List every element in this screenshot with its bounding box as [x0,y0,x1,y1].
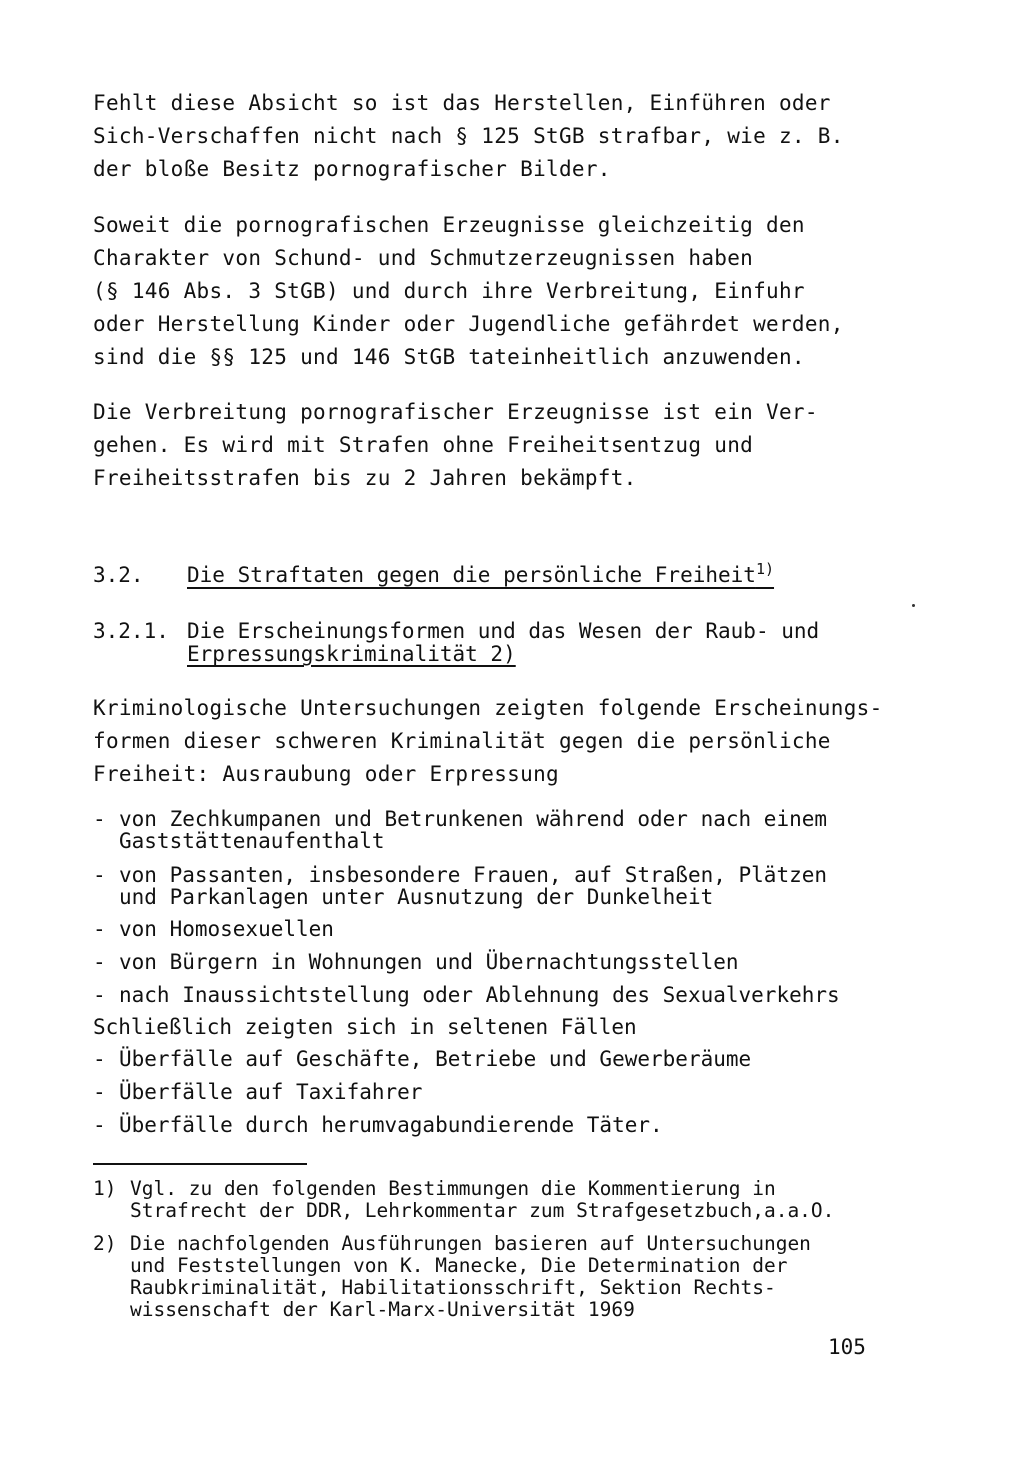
text-line: Sich-Verschaffen nicht nach § 125 StGB strafbar, wie z. B. [93,124,844,148]
paragraph-3 [93,396,933,495]
footnote-text: Vgl. zu den folgenden Bestimmungen die Kommentierung in [130,1177,776,1200]
list-dash: - [93,950,106,974]
list-item-text: von Passanten, insbesondere Frauen, auf Straßen, Plätzen [119,863,828,887]
footnote-text: und Feststellungen von K. Manecke, Die Determination der [130,1254,788,1277]
print-speck [912,604,915,607]
list-item-text: Gaststättenaufenthalt [119,829,385,853]
paragraph-2 [93,209,933,374]
list-item-text: Überfälle auf Geschäfte, Betriebe und Gewerberäume [119,1047,752,1071]
list-item-text: Überfälle auf Taxifahrer [119,1080,423,1104]
list-dash: - [93,807,106,831]
footnote-2 [93,1233,811,1321]
text-line: Freiheit: Ausraubung oder Erpressung [93,762,559,786]
text-line: Freiheitsstrafen bis zu 2 Jahren bekämpft. [93,466,637,490]
text-line: Fehlt diese Absicht so ist das Herstellen, Einführen oder [93,91,831,115]
footnote-mark: 1) [93,1177,117,1200]
section-title-line-1: Die Erscheinungsformen und das Wesen der Raub- und [187,619,820,643]
list-item [93,808,827,852]
text-line: oder Herstellung Kinder oder Jugendliche gefährdet werden, [93,312,844,336]
text-line: der bloße Besitz pornografischer Bilder. [93,157,611,181]
footnote-text: wissenschaft der Karl-Marx-Universität 1969 [130,1298,635,1321]
list-item [93,1114,663,1136]
paragraph-1 [93,87,933,186]
list-item-text: Überfälle durch herumvagabundierende Täter. [119,1113,663,1137]
text-line: (§ 146 Abs. 3 StGB) und durch ihre Verbreitung, Einfuhr [93,279,805,303]
section-title: Die Straftaten gegen die persönliche Freiheit [187,563,756,587]
text-line: gehen. Es wird mit Strafen ohne Freiheitsentzug und [93,433,754,457]
section-title-line-2: Erpressungskriminalität 2) [187,642,516,666]
text-line: sind die §§ 125 und 146 StGB tateinheitlich anzuwenden. [93,345,805,369]
page-number: 105 [828,1335,866,1359]
list-item [93,864,827,908]
text-line: Soweit die pornografischen Erzeugnisse gleichzeitig den [93,213,805,237]
list-item [93,1081,422,1103]
list-dash: - [93,1047,106,1071]
list-item-text: von Homosexuellen [119,917,334,941]
list-dash: - [93,1113,106,1137]
list-bridge-text: Schließlich zeigten sich in seltenen Fällen [93,1015,637,1039]
list-dash: - [93,983,106,1007]
section-heading-3-2 [93,562,774,588]
footnote-ref: 1) [755,560,775,578]
list-dash: - [93,863,106,887]
section-heading-3-2-1 [93,620,819,666]
list-item-text: nach Inaussichtstellung oder Ablehnung des Sexualverkehrs [119,983,840,1007]
list-item [93,984,840,1006]
footnote-mark: 2) [93,1232,117,1255]
list-item [93,951,739,973]
list-item [93,1048,751,1070]
list-item-text: und Parkanlagen unter Ausnutzung der Dunkelheit [119,885,714,909]
list-item-text: von Bürgern in Wohnungen und Übernachtungsstellen [119,950,739,974]
list-dash: - [93,1080,106,1104]
list-item [93,918,334,940]
list-dash: - [93,917,106,941]
footnote-divider [93,1163,307,1165]
text-line: Charakter von Schund- und Schmutzerzeugnissen haben [93,246,754,270]
footnote-text: Strafrecht der DDR, Lehrkommentar zum Strafgesetzbuch,a.a.O. [130,1199,835,1222]
text-line: Die Verbreitung pornografischer Erzeugnisse ist ein Ver- [93,400,818,424]
intro-paragraph [93,692,933,791]
footnote-text: Raubkriminalität, Habilitationsschrift, Sektion Rechts- [130,1276,776,1299]
footnote-1 [93,1178,834,1222]
footnote-text: Die nachfolgenden Ausführungen basieren auf Untersuchungen [130,1232,811,1255]
section-number: 3.2.1. [93,619,169,643]
text-line: Kriminologische Untersuchungen zeigten folgende Erscheinungs- [93,696,883,720]
text-line: formen dieser schweren Kriminalität gegen die persönliche [93,729,831,753]
section-number: 3.2. [93,563,144,587]
list-item-text: von Zechkumpanen und Betrunkenen während oder nach einem [119,807,828,831]
